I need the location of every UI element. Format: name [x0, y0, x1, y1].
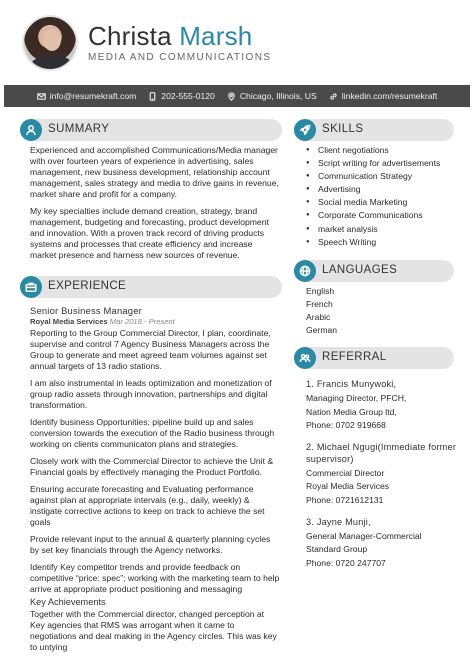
- referral-line: Royal Media Services: [306, 481, 390, 492]
- referral-list: [306, 378, 466, 570]
- language-item: English: [306, 286, 335, 296]
- contact-location: [227, 91, 317, 101]
- skill-item: ● Speech Writing: [306, 236, 466, 249]
- experience-title: EXPERIENCE: [48, 280, 127, 292]
- job-company: Royal Media Services: [30, 317, 108, 326]
- rocket-icon: [299, 124, 311, 136]
- job-date: Mar 2018 - Present: [109, 317, 175, 326]
- link-icon: [329, 92, 338, 101]
- experience-badge: [20, 276, 42, 298]
- referral-badge: [294, 347, 316, 369]
- job-paragraph: Identify Key competitor trends and provide feedback on competitive “price: spec”; working with the marketing team to help arrive at appropriate product positioning and messaging: [30, 562, 280, 594]
- skills-title: SKILLS: [322, 123, 364, 135]
- job-meta: [30, 316, 280, 327]
- contact-linkedin[interactable]: [329, 91, 438, 101]
- last-name: Marsh: [179, 21, 253, 51]
- referral-line: Phone: 0720 247707: [306, 557, 386, 568]
- experience-heading: [20, 276, 282, 298]
- job-paragraph: Provide relevant input to the annual & quarterly planning cycles by set key financials through the Agency networks.: [30, 534, 271, 555]
- job-paragraph: Identify business Opportunities; pipeline build up and sales conversion towards the execution of the Radio business through working on clients communicaton plans and strategies.: [30, 417, 275, 449]
- job-paragraph: I am also instrumental in leads optimization and monetization of group radio assets through innovation, partnerships and digital transformation.: [30, 378, 272, 410]
- languages-badge: [294, 260, 316, 282]
- contact-linkedin-text: linkedin.com/resumekraft: [341, 91, 438, 101]
- referral-entry: [306, 441, 466, 508]
- referral-name: 3. Jayne Munji,: [306, 516, 371, 527]
- resume-header: [0, 0, 474, 84]
- summary-paragraph: My key specialties include demand creation, strategy, brand management, budgeting and forecasting, product development and innovation. With a proven track record of driving products systems and processes that create efficiency and increase market presence and harness new sources of revenue.: [30, 206, 269, 260]
- profile-photo: [22, 15, 78, 71]
- contact-phone-text: 202-555-0120: [161, 91, 215, 101]
- summary-badge: [20, 119, 42, 141]
- contact-location-text: Chicago, Illinois, US: [239, 91, 317, 101]
- location-pin-icon: [227, 92, 236, 101]
- job-paragraph: Ensuring accurate forecasting and Evaluating performance against plan at appropriate intervals (e.g., daily, weekly) & instigate corrective actions to keep on track to achieve the set goals: [30, 484, 265, 527]
- referral-heading: [294, 347, 454, 369]
- referral-name: 1. Francis Munywoki,: [306, 379, 397, 389]
- languages-list: [306, 285, 466, 337]
- referral-line: Nation Media Group ltd,: [306, 406, 397, 417]
- person-icon: [25, 124, 37, 136]
- skill-item: ● Communication Strategy: [306, 170, 466, 183]
- profile-photo-face: [43, 29, 61, 51]
- key-achievements-text: Together with the Commercial director, changed perception at Key agencies that RMS was arrogant when it came to negotiations and deal making in the Agency circles. This was key to untying: [30, 609, 277, 652]
- experience-body: [30, 305, 280, 659]
- summary-body: [30, 145, 280, 267]
- skill-item: ● Corporate Communications: [306, 209, 466, 222]
- globe-icon: [299, 265, 311, 277]
- contact-email-text: info@resumekraft.com: [49, 91, 137, 101]
- referral-name: 2. Michael Ngugi(Immediate former supervisor): [306, 441, 457, 464]
- referral-line: Commercial Director: [306, 467, 385, 478]
- summary-paragraph: Experienced and accomplished Communications/Media manager with over fourteen years of experience in advertising, sales management, new business development, relationship account management, sales strategy and media to drive gains in revenue, market share and profit for a company.: [30, 145, 279, 199]
- languages-title: LANGUAGES: [322, 264, 398, 276]
- contact-email[interactable]: [37, 91, 137, 101]
- profile-photo-shoulders: [30, 55, 74, 71]
- referral-entry: [306, 516, 466, 571]
- referral-line: Standard Group: [306, 544, 368, 555]
- skill-item: ● Social media Marketing: [306, 196, 466, 209]
- skill-item: ● Client negotiations: [306, 144, 466, 157]
- key-achievements-heading: Key Achievements: [30, 597, 106, 607]
- contact-phone[interactable]: [148, 91, 215, 101]
- referral-title: REFERRAL: [322, 351, 387, 363]
- referral-line: Phone: 0702 919668: [306, 420, 386, 431]
- skills-badge: [294, 119, 316, 141]
- job-paragraph: Closely work with the Commercial Director to achieve the Unit & Financial goals by effectively managing the Product Portfolio.: [30, 456, 274, 477]
- languages-heading: [294, 260, 454, 282]
- language-item: German: [306, 325, 338, 336]
- referral-entry: [306, 378, 466, 433]
- skills-list: [306, 144, 466, 249]
- language-item: French: [306, 299, 333, 310]
- candidate-subtitle: MEDIA AND COMMUNICATIONS: [88, 52, 272, 63]
- envelope-icon: [37, 92, 46, 101]
- referral-line: Phone: 0721612131: [306, 494, 384, 505]
- contact-bar: [4, 85, 470, 107]
- referral-line: General Manager-Commercial: [306, 530, 422, 541]
- skills-heading: [294, 119, 454, 141]
- skill-item: ● Script writing for advertisements: [306, 157, 466, 170]
- language-item: Arabic: [306, 312, 331, 323]
- first-name: Christa: [88, 21, 172, 51]
- job-title: Senior Business Manager: [30, 305, 142, 316]
- job-paragraph: Reporting to the Group Commercial Director, I plan, coordinate, supervise and control 7 Agency Business Managers across the Group to generate and meet agreed team volumes against set annual targets of 13 radio stations.: [30, 328, 271, 371]
- skill-item: ● Advertising: [306, 183, 466, 196]
- group-icon: [299, 352, 311, 364]
- summary-heading: [20, 119, 282, 141]
- referral-line: Managing Director, PFCH,: [306, 393, 407, 403]
- summary-title: SUMMARY: [48, 123, 110, 135]
- skill-item: ● market analysis: [306, 223, 466, 236]
- briefcase-icon: [25, 281, 37, 293]
- phone-icon: [148, 92, 157, 101]
- candidate-name: [88, 22, 252, 50]
